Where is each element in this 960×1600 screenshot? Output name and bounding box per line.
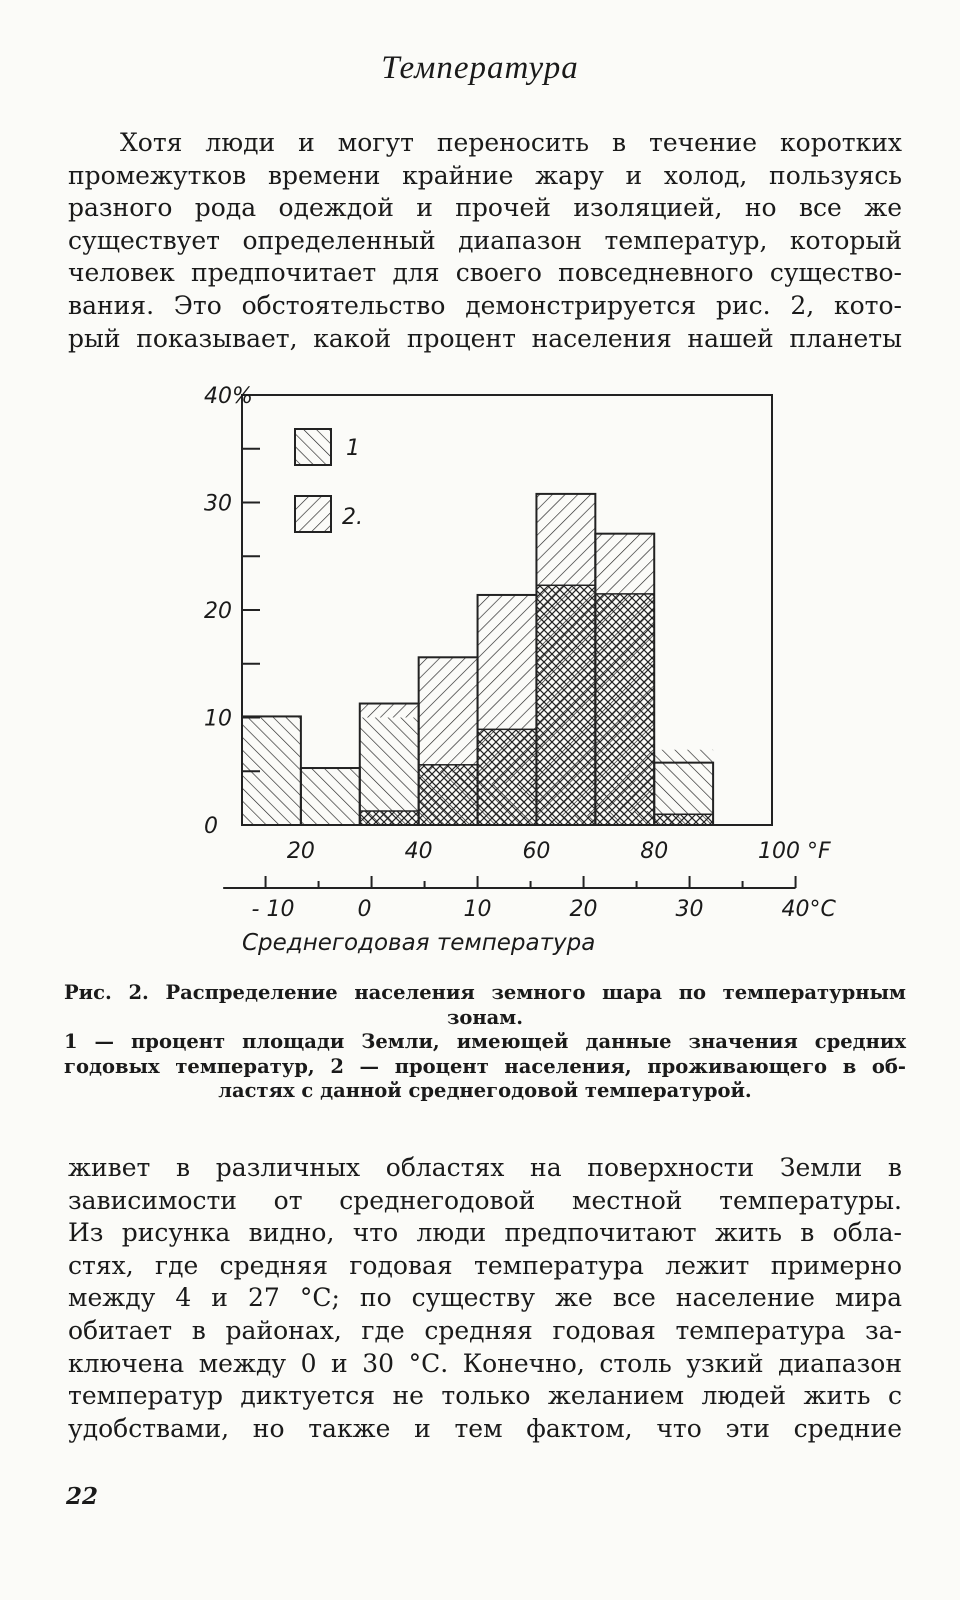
legend [295,429,363,532]
text-line: температур диктуется не только желанием людей жить с [68,1381,902,1411]
y-tick-label: 0 [204,814,218,839]
legend-swatch-2 [295,496,331,532]
paragraph-intro [68,127,902,355]
section-title: Температура [381,50,579,86]
text-line: стях, где средняя годовая температура лежит примерно [68,1250,902,1280]
bar-overlap [595,594,654,825]
x-axis-fahrenheit [287,839,831,864]
x-tick-label-c: 0 [357,897,372,922]
text-line: удобствами, но также и тем фактом, что эти средние [68,1413,902,1443]
caption-line: годовых температур, 2 — процент населения, проживающего в об- [64,1054,906,1078]
caption-line: 1 — процент площади Земли, имеющей данные значения средних [64,1030,906,1053]
legend-label-2: 2. [342,505,363,530]
text-line: человек предпочитает для своего повседневного существо- [68,258,902,288]
bar-series-2 [360,704,419,718]
x-tick-label-f: 60 [522,839,551,864]
x-tick-label-f: 20 [286,839,315,864]
text-line: вания. Это обстоятельство демонстрируется рис. 2, кото- [68,290,902,320]
text-line: существует определенный диапазон температур, который [68,225,902,255]
y-tick-label: 40% [204,384,253,409]
legend-swatch-1 [295,429,331,465]
bar-overlap [360,811,419,825]
bar-series-1 [301,768,360,825]
caption-line: ластях с данной среднегодовой температурой. [218,1079,752,1102]
x-tick-label-c: 10 [463,897,492,922]
text-line: рый показывает, какой процент населения нашей планеты [68,323,902,353]
x-tick-label-c: 40°C [781,897,836,922]
y-axis [204,384,260,839]
bars-layer [242,494,713,825]
caption-line: зонам. [446,1005,524,1029]
bar-series-2 [419,657,478,772]
bar-overlap [419,765,478,825]
bar-series-1 [360,718,419,826]
x-tick-label-c: - 10 [251,897,295,922]
x-axis-celsius [223,876,836,922]
text-line: ключена между 0 и 30 °С. Конечно, столь узкий диапазон [68,1348,902,1378]
text-line: живет в различных областях на поверхности Земли в [68,1153,902,1182]
x-tick-label-f: 40 [404,839,433,864]
paragraph-continued [68,1152,902,1445]
bar-overlap [654,814,713,825]
caption-line: Рис. 2. Распределение населения земного шара по температурным [64,981,906,1004]
page-number: 22 [66,1483,99,1510]
text-line: разного рода одеждой и прочей изоляцией, но все же [68,193,902,223]
text-line: между 4 и 27 °С; по существу же все население мира [68,1283,902,1313]
x-tick-label-c: 20 [569,897,598,922]
y-tick-label: 30 [204,491,232,517]
bar-overlap [478,729,537,825]
bar-overlap [536,585,595,825]
text-line: зависимости от среднегодовой местной температуры. [68,1185,902,1215]
figure-caption [64,981,906,1104]
temperature-histogram [180,370,836,960]
legend-label-1: 1 [346,436,360,461]
y-tick-label: 20 [204,599,232,624]
x-axis-label: Среднегодовая температура [242,930,596,956]
text-line: обитает в районах, где средняя годовая температура за- [68,1315,902,1345]
x-tick-label-c: 30 [675,897,704,922]
text-line: промежутков времени крайние жару и холод, пользуясь [68,160,902,190]
text-line: Из рисунка видно, что люди предпочитают жить в обла- [68,1218,902,1248]
x-tick-label-f: 100 °F [758,839,831,864]
y-tick-label: 10 [204,706,232,732]
text-line: Хотя люди и могут переносить в течение коротких [120,128,902,157]
x-tick-label-f: 80 [640,839,669,864]
